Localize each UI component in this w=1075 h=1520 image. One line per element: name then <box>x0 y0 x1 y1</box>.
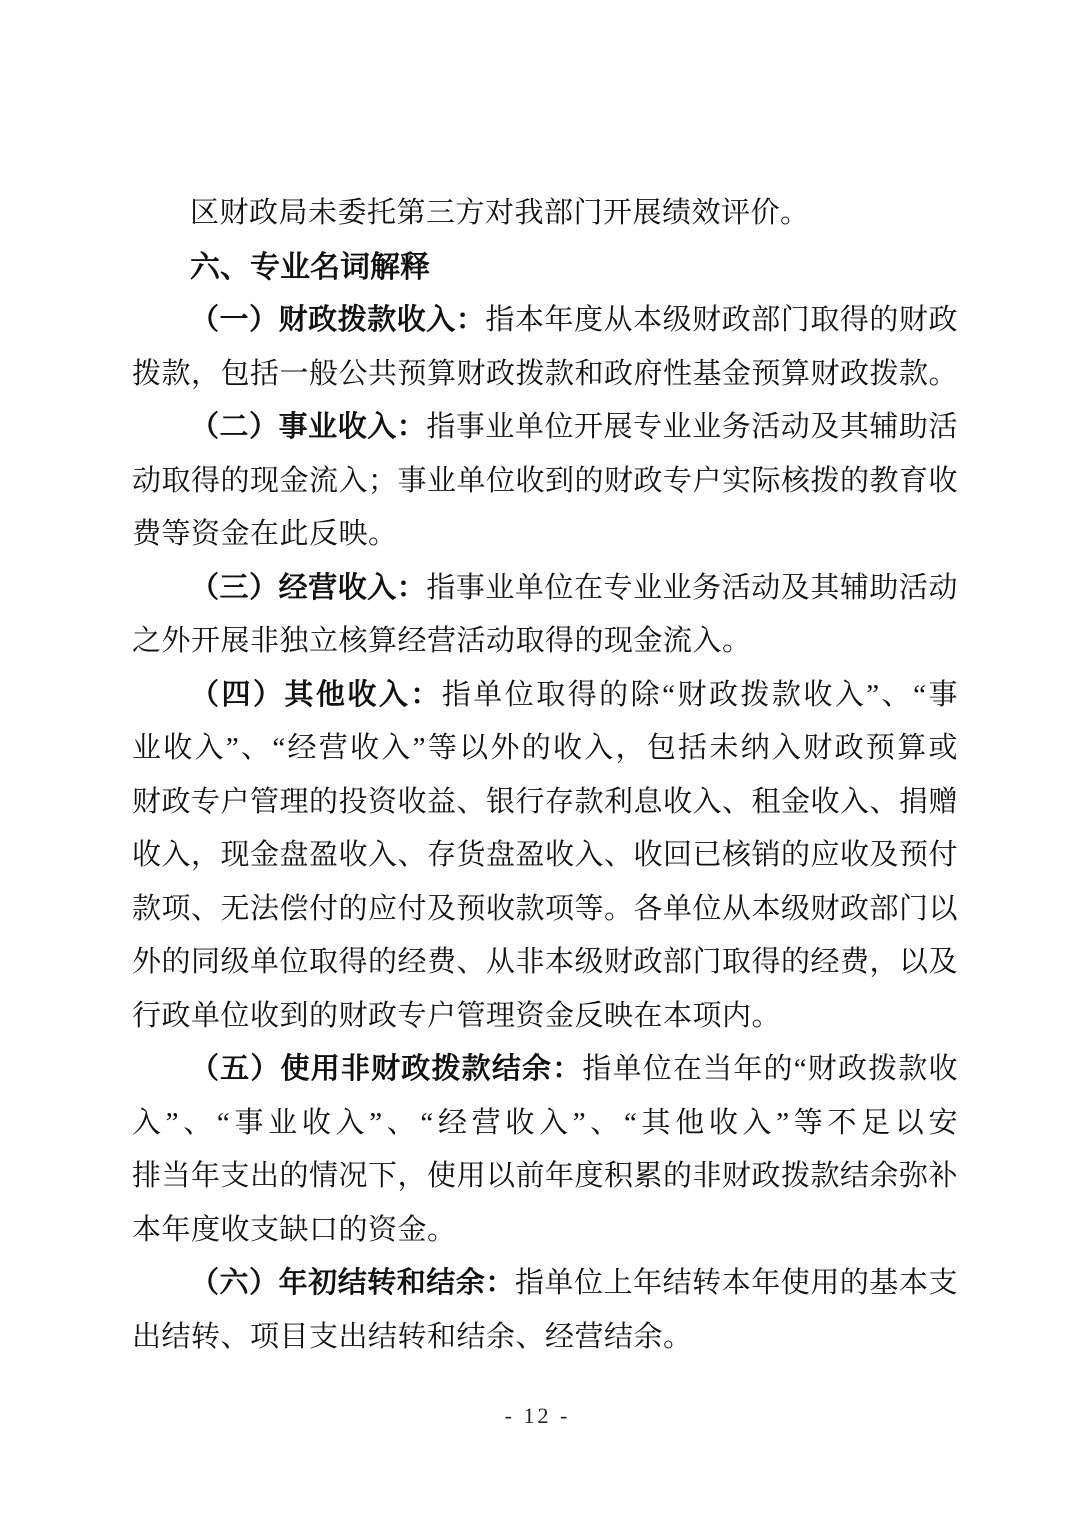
text-line <box>132 401 958 455</box>
text-line <box>132 1097 958 1151</box>
text-line <box>132 1204 958 1258</box>
text-run: 指单位取得的除“财政拨款收入”、“事 <box>441 678 958 711</box>
text-line <box>132 348 958 402</box>
text-line <box>132 990 958 1044</box>
text-run: 行政单位收到的财政专户管理资金反映在本项内。 <box>132 999 782 1032</box>
text-line <box>132 936 958 990</box>
text-run: 排当年支出的情况下，使用以前年度积累的非财政拨款结余弥补 <box>132 1160 959 1192</box>
text-run: 指事业单位在专业业务活动及其辅助活动 <box>426 571 958 604</box>
term-bold-run: （一）财政拨款收入： <box>190 304 486 336</box>
document-body <box>132 187 958 1364</box>
text-line <box>132 1257 958 1311</box>
text-line <box>132 722 958 776</box>
text-line <box>132 455 958 509</box>
term-bold-run: （五）使用非财政拨款结余： <box>190 1053 583 1085</box>
text-run: 款项、无法偿付的应付及预收款项等。各单位从本级财政部门以 <box>132 892 959 925</box>
text-line <box>132 776 958 830</box>
term-bold-run: （四）其他收入： <box>190 678 442 711</box>
text-line <box>132 187 958 241</box>
text-line <box>132 1043 958 1097</box>
section-heading <box>132 241 958 295</box>
text-run: 指单位上年结转本年使用的基本支 <box>514 1267 958 1299</box>
text-run: 收入，现金盘盈收入、存货盘盈收入、收回已核销的应收及预付 <box>132 839 959 871</box>
text-line <box>132 508 958 562</box>
text-run: 出结转、项目支出结转和结余、经营结余。 <box>132 1320 693 1353</box>
text-line <box>132 294 958 348</box>
text-line <box>132 669 958 723</box>
text-run: 费等资金在此反映。 <box>132 518 398 550</box>
text-run: 指事业单位开展专业业务活动及其辅助活 <box>426 411 958 443</box>
text-line <box>132 1150 958 1204</box>
text-line <box>132 562 958 616</box>
text-run: 区财政局未委托第三方对我部门开展绩效评价。 <box>190 197 810 229</box>
term-bold-run: （二）事业收入： <box>190 411 427 443</box>
text-line <box>132 883 958 937</box>
text-run: 动取得的现金流入；事业单位收到的财政专户实际核拨的教育收 <box>132 464 959 497</box>
term-bold-run: （六）年初结转和结余： <box>190 1267 515 1299</box>
term-bold-run: 六、专业名词解释 <box>190 250 430 284</box>
text-run: 入”、“事业收入”、“经营收入”、“其他收入”等不足以安 <box>132 1106 958 1139</box>
text-line <box>132 1311 958 1365</box>
text-run: 外的同级单位取得的经费、从非本级财政部门取得的经费，以及 <box>132 946 959 978</box>
term-bold-run: （三）经营收入： <box>190 571 427 604</box>
text-line <box>132 615 958 669</box>
text-run: 之外开展非独立核算经营活动取得的现金流入。 <box>132 625 752 657</box>
text-run: 本年度收支缺口的资金。 <box>132 1213 457 1246</box>
text-run: 财政专户管理的投资收益、银行存款利息收入、租金收入、捐赠 <box>132 785 959 818</box>
text-run: 拨款，包括一般公共预算财政拨款和政府性基金预算财政拨款。 <box>132 357 959 390</box>
text-run: 指单位在当年的“财政拨款收 <box>582 1053 958 1085</box>
text-run: 业收入”、“经营收入”等以外的收入，包括未纳入财政预算或 <box>132 732 958 764</box>
text-run: 指本年度从本级财政部门取得的财政 <box>485 304 958 336</box>
page-number: - 12 - <box>504 1403 571 1428</box>
text-line <box>132 829 958 883</box>
